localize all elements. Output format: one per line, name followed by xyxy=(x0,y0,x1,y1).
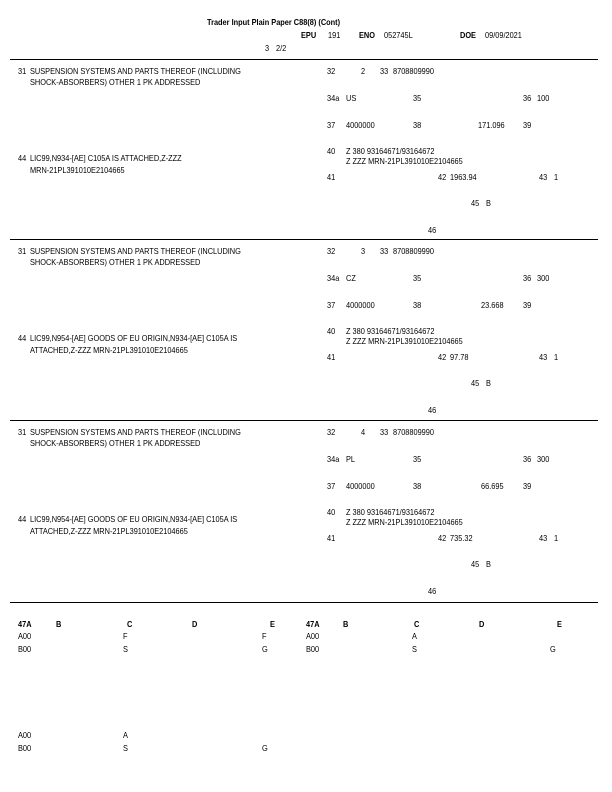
description-line2: SHOCK-ABSORBERS) OTHER 1 PK ADDRESSED xyxy=(30,78,201,87)
item-price: 97.78 xyxy=(450,353,469,362)
box44-label: 44 xyxy=(18,154,27,163)
cpc-value: 4000000 xyxy=(346,121,375,130)
origin-country: US xyxy=(346,94,357,103)
box43-label: 43 xyxy=(539,534,548,543)
box40-line1: Z 380 93164671/93164672 xyxy=(346,327,435,336)
box44-label: 44 xyxy=(18,334,27,343)
box36-label: 36 xyxy=(523,455,532,464)
box40-label: 40 xyxy=(327,508,336,517)
box32-label: 32 xyxy=(327,67,336,76)
description-line1: SUSPENSION SYSTEMS AND PARTS THEREOF (INCLUDING xyxy=(30,67,241,76)
box45-label: 45 xyxy=(471,199,480,208)
origin-country: CZ xyxy=(346,274,356,283)
origin-country: PL xyxy=(346,455,356,464)
box35-label: 35 xyxy=(413,94,422,103)
box45-label: 45 xyxy=(471,560,480,569)
box38-label: 38 xyxy=(413,482,422,491)
box35-label: 35 xyxy=(413,274,422,283)
box36-label: 36 xyxy=(523,94,532,103)
box46-label: 46 xyxy=(428,226,437,235)
box44-label: 44 xyxy=(18,515,27,524)
tax-base: A xyxy=(412,632,417,641)
box40-label: 40 xyxy=(327,327,336,336)
eno-label: ENO xyxy=(359,31,375,40)
box43-label: 43 xyxy=(539,173,548,182)
epu-value: 191 xyxy=(328,31,341,40)
box42-label: 42 xyxy=(438,353,447,362)
item-block xyxy=(0,241,612,423)
doe-label: DOE xyxy=(460,31,476,40)
tax-method: F xyxy=(262,632,267,641)
box33-label: 33 xyxy=(380,67,389,76)
box37-label: 37 xyxy=(327,482,336,491)
box37-label: 37 xyxy=(327,121,336,130)
box47-header-d: D xyxy=(479,620,485,629)
page-title: Trader Input Plain Paper C88(8) (Cont) xyxy=(207,18,341,27)
item-block xyxy=(0,422,612,604)
box40-line1: Z 380 93164671/93164672 xyxy=(346,508,435,517)
box40-label: 40 xyxy=(327,147,336,156)
doe-value: 09/09/2021 xyxy=(485,31,522,40)
box46-label: 46 xyxy=(428,406,437,415)
box39-label: 39 xyxy=(523,482,532,491)
box46-label: 46 xyxy=(428,587,437,596)
item-price: 1963.94 xyxy=(450,173,477,182)
cpc-value: 4000000 xyxy=(346,482,375,491)
box39-label: 39 xyxy=(523,301,532,310)
box43-value: 1 xyxy=(554,173,559,182)
tax-type: B00 xyxy=(306,645,320,654)
box43-label: 43 xyxy=(539,353,548,362)
net-mass: 66.695 xyxy=(481,482,504,491)
box47-header-b: B xyxy=(343,620,349,629)
box47-header-d: D xyxy=(192,620,198,629)
tax-type: B00 xyxy=(18,645,32,654)
tax-type: A00 xyxy=(18,632,32,641)
box47-header-e: E xyxy=(270,620,275,629)
commodity-code: 8708809990 xyxy=(393,247,434,256)
box42-label: 42 xyxy=(438,534,447,543)
net-mass: 23.668 xyxy=(481,301,504,310)
tax-type: B00 xyxy=(18,744,32,753)
box39-label: 39 xyxy=(523,121,532,130)
item-number: 2 xyxy=(361,67,366,76)
eno-value: 052745L xyxy=(384,31,413,40)
box41-label: 41 xyxy=(327,353,336,362)
box41-label: 41 xyxy=(327,534,336,543)
box32-label: 32 xyxy=(327,428,336,437)
box44-line1: LIC99,N934-[AE] C105A IS ATTACHED,Z-ZZZ xyxy=(30,154,182,163)
description-line2: SHOCK-ABSORBERS) OTHER 1 PK ADDRESSED xyxy=(30,439,201,448)
tax-type: A00 xyxy=(306,632,320,641)
box40-line2: Z ZZZ MRN-21PL391010E2104665 xyxy=(346,518,463,527)
box35-label: 35 xyxy=(413,455,422,464)
tax-base: S xyxy=(123,744,128,753)
box47-header-b: B xyxy=(56,620,62,629)
box38-label: 38 xyxy=(413,121,422,130)
box47-header-c: C xyxy=(127,620,133,629)
box47-header-e: E xyxy=(557,620,562,629)
tax-type: A00 xyxy=(18,731,32,740)
box31-label: 31 xyxy=(18,428,27,437)
box36-value: 300 xyxy=(537,274,550,283)
item-block xyxy=(0,61,612,243)
description-line2: SHOCK-ABSORBERS) OTHER 1 PK ADDRESSED xyxy=(30,258,201,267)
box42-label: 42 xyxy=(438,173,447,182)
divider xyxy=(10,420,598,421)
box3-label: 3 xyxy=(265,44,270,53)
box47-header-a: 47A xyxy=(306,620,320,629)
box44-line1: LIC99,N954-[AE] GOODS OF EU ORIGIN,N934-[AE] C105A IS xyxy=(30,515,238,524)
box43-value: 1 xyxy=(554,534,559,543)
divider xyxy=(10,602,598,603)
box43-value: 1 xyxy=(554,353,559,362)
description-line1: SUSPENSION SYSTEMS AND PARTS THEREOF (INCLUDING xyxy=(30,428,241,437)
box34a-label: 34a xyxy=(327,455,340,464)
box47-header-c: C xyxy=(414,620,420,629)
box45-value: B xyxy=(486,199,491,208)
divider xyxy=(10,239,598,240)
box38-label: 38 xyxy=(413,301,422,310)
tax-method: G xyxy=(550,645,556,654)
box3-value: 2/2 xyxy=(276,44,287,53)
divider xyxy=(10,59,598,60)
box40-line1: Z 380 93164671/93164672 xyxy=(346,147,435,156)
box33-label: 33 xyxy=(380,428,389,437)
box33-label: 33 xyxy=(380,247,389,256)
tax-base: S xyxy=(123,645,128,654)
box44-line2: MRN-21PL391010E2104665 xyxy=(30,166,125,175)
net-mass: 171.096 xyxy=(478,121,505,130)
box41-label: 41 xyxy=(327,173,336,182)
box40-line2: Z ZZZ MRN-21PL391010E2104665 xyxy=(346,157,463,166)
box44-line1: LIC99,N954-[AE] GOODS OF EU ORIGIN,N934-[AE] C105A IS xyxy=(30,334,238,343)
cpc-value: 4000000 xyxy=(346,301,375,310)
box37-label: 37 xyxy=(327,301,336,310)
item-number: 4 xyxy=(361,428,366,437)
tax-method: G xyxy=(262,744,268,753)
box47-header-a: 47A xyxy=(18,620,32,629)
box40-line2: Z ZZZ MRN-21PL391010E2104665 xyxy=(346,337,463,346)
box45-value: B xyxy=(486,560,491,569)
box34a-label: 34a xyxy=(327,274,340,283)
box36-label: 36 xyxy=(523,274,532,283)
box44-line2: ATTACHED,Z-ZZZ MRN-21PL391010E2104665 xyxy=(30,346,188,355)
box31-label: 31 xyxy=(18,247,27,256)
item-number: 3 xyxy=(361,247,366,256)
box44-line2: ATTACHED,Z-ZZZ MRN-21PL391010E2104665 xyxy=(30,527,188,536)
tax-base: S xyxy=(412,645,417,654)
box36-value: 100 xyxy=(537,94,550,103)
box45-label: 45 xyxy=(471,379,480,388)
box32-label: 32 xyxy=(327,247,336,256)
commodity-code: 8708809990 xyxy=(393,428,434,437)
box45-value: B xyxy=(486,379,491,388)
epu-label: EPU xyxy=(301,31,317,40)
tax-method: G xyxy=(262,645,268,654)
description-line1: SUSPENSION SYSTEMS AND PARTS THEREOF (INCLUDING xyxy=(30,247,241,256)
commodity-code: 8708809990 xyxy=(393,67,434,76)
item-price: 735.32 xyxy=(450,534,473,543)
box34a-label: 34a xyxy=(327,94,340,103)
box31-label: 31 xyxy=(18,67,27,76)
tax-base: F xyxy=(123,632,128,641)
tax-base: A xyxy=(123,731,128,740)
box36-value: 300 xyxy=(537,455,550,464)
